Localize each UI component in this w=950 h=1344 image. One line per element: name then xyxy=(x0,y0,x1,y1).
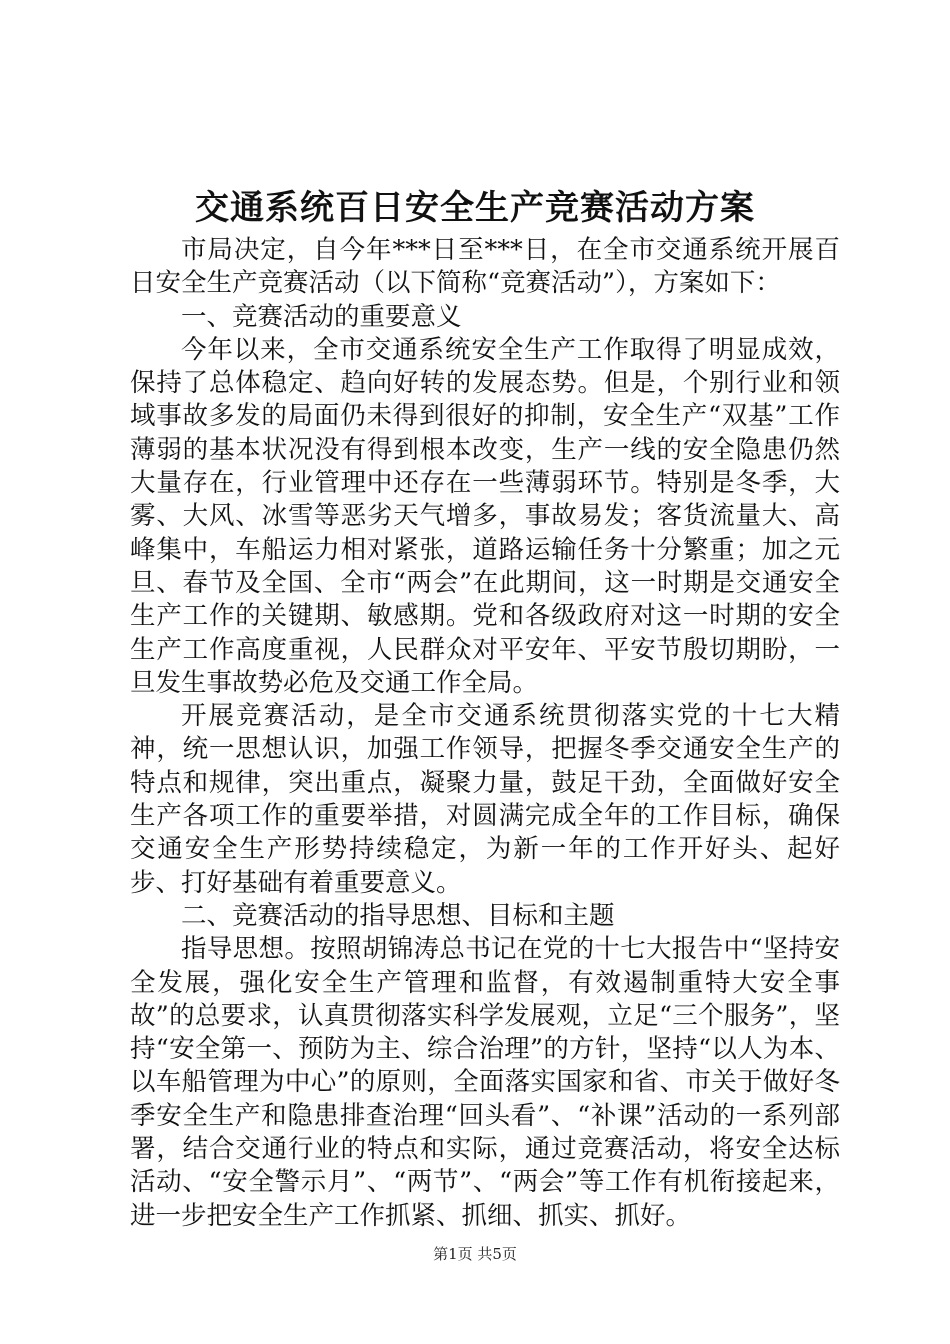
paragraph-guiding-ideology: 指导思想。按照胡锦涛总书记在党的十七大报告中“坚持安全发展，强化安全生产管理和监督，有效遏制重特大安全事故”的总要求，认真贯彻落实科学发展观，立足“三个服务”，坚持“安全第一、预防为主、综合治理”的方针，坚持“以人为本、以车船管理为中心”的原则，全面落实国家和省、市关于做好冬季安全生产和隐患排查治理“回头看”、“补课”活动的一系列部署，结合交通行业的特点和实际，通过竞赛活动，将安全达标活动、“安全警示月”、“两节”、“两会”等工作有机衔接起来，进一步把安全生产工作抓紧、抓细、抓实、抓好。 xyxy=(130,934,840,1231)
paragraph-significance: 今年以来，全市交通系统安全生产工作取得了明显成效，保持了总体稳定、趋向好转的发展态势。但是，个别行业和领域事故多发的局面仍未得到很好的抑制，安全生产“双基”工作薄弱的基本状况没有得到根本改变，生产一线的安全隐患仍然大量存在，行业管理中还存在一些薄弱环节。特别是冬季，大雾、大风、冰雪等恶劣天气增多，事故易发；客货流量大、高峰集中，车船运力相对紧张，道路运输任务十分繁重；加之元旦、春节及全国、全市“两会”在此期间，这一时期是交通安全生产工作的关键期、敏感期。党和各级政府对这一时期的安全生产工作高度重视，人民群众对平安年、平安节殷切期盼，一旦发生事故势必危及交通工作全局。 xyxy=(130,334,840,698)
paragraph-purpose: 开展竞赛活动，是全市交通系统贯彻落实党的十七大精神，统一思想认识，加强工作领导，把握冬季交通安全生产的特点和规律，突出重点，凝聚力量，鼓足干劲，全面做好安全生产各项工作的重要举措，对圆满完成全年的工作目标，确保交通安全生产形势持续稳定，为新一年的工作开好头、起好步、打好基础有着重要意义。 xyxy=(130,701,840,898)
document-body xyxy=(130,234,840,1233)
paragraph-intro: 市局决定，自今年***日至***日，在全市交通系统开展百日安全生产竞赛活动（以下简称“竞赛活动”），方案如下： xyxy=(130,235,840,299)
section-heading-1: 一、竞赛活动的重要意义 xyxy=(181,301,462,332)
document-title: 交通系统百日安全生产竞赛活动方案 xyxy=(195,188,755,228)
page-footer: 第1页 共5页 xyxy=(433,1245,517,1263)
section-heading-2: 二、竞赛活动的指导思想、目标和主题 xyxy=(181,900,615,931)
